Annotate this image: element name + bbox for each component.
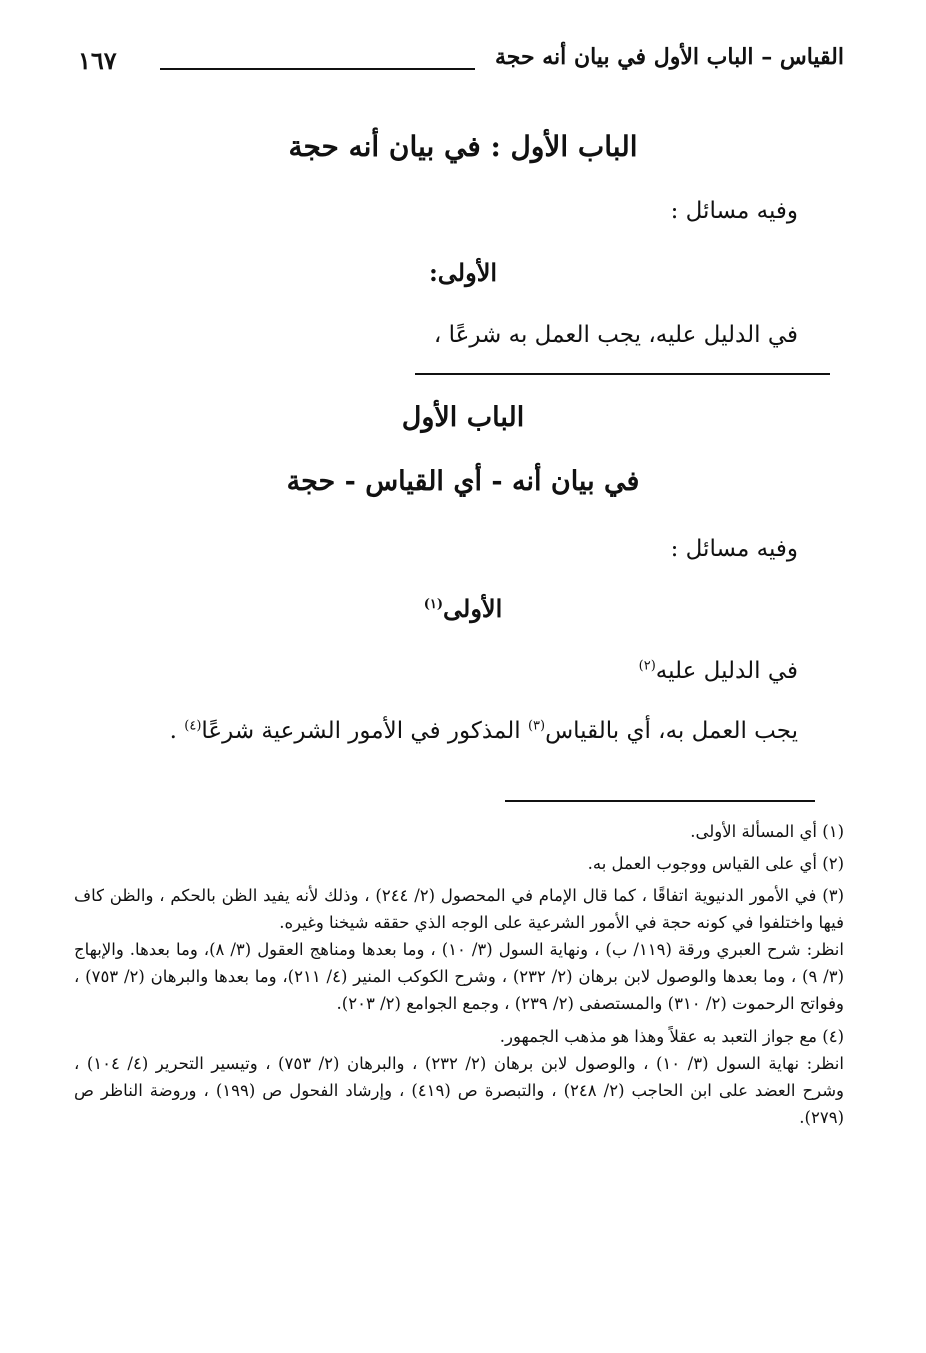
sharh-chapter-heading: في بيان أنه - أي القياس - حجة [286,466,640,497]
footnote-4-references: انظر: نهاية السول (٣/ ١٠) ، والوصول لابن برهان (٢/ ٢٣٢) ، والبرهان (٢/ ٧٥٣) ، وتيسير التحرير (٤/ ١٠٤) ، وشرح العضد على ابن الحاجب (٢/ ٢٤٨) ، والتبصرة ص (٤١٩) ، وإرشاد الفحول ص (١٩٩) ، وروضة الناظر ص (٢٧٩). [74,1054,844,1127]
footnote-ref-1: (١) [423,597,444,612]
footnote-4: (٤) مع جواز التعبد به عقلاً وهذا هو مذهب الجمهور. [499,1027,844,1046]
matn-statement: في الدليل عليه، يجب العمل به شرعًا ، [433,322,798,348]
sharh-line-1 [639,658,798,684]
matn-issue-heading: الأولى: [428,258,498,287]
sharh-chapter-label: الباب الأول [401,402,525,433]
matn-separator-rule [415,373,830,375]
footnote-ref-2: (٢) [638,658,656,674]
footnotes [74,818,844,1131]
sharh-intro: وفيه مسائل : [670,536,798,562]
matn-chapter-heading: الباب الأول : في بيان أنه حجة [288,130,638,163]
matn-intro: وفيه مسائل : [670,198,798,224]
footnote-ref-4: (٤) [184,718,202,734]
running-header-title: القياس – الباب الأول في بيان أنه حجة [495,44,844,70]
footnote-3-references: انظر: شرح العبري ورقة (١١٩/ ب) ، ونهاية السول (٣/ ١٠) ، وما بعدها ومناهج العقول (٣/ ٨)، وما بعدها. والإبهاج (٣/ ٩) ، وما بعدها والوصول لابن برهان (٢/ ٢٣٢) ، وشرح الكوكب المنير (٤/ ٢١١)، وما بعدها والبرهان (٢/ ٧٥٣) ، وفواتح الرحموت (٢/ ٣١٠) والمستصفى (٢/ ٢٣٩) ، وجمع الجوامع (٢/ ٢٠٣). [74,940,845,1013]
footnote-2: (٢) أي على القياس ووجوب العمل به. [587,854,844,873]
sharh-issue-title: الأولى [443,594,503,623]
sharh-line-2 [170,718,798,744]
footnote-ref-3: (٣) [527,718,546,734]
header-rule [160,68,475,70]
footnote-3: (٣) في الأمور الدنيوية اتفاقًا ، كما قال الإمام في المحصول (٢/ ٢٤٤) ، وذلك لأنه يفيد الظن بالحكم ، والظن كاف فيها واختلفوا في كونه حجة في الأمور الشرعية على الوجه الذي حققه شيخنا وغيره. [74,886,844,932]
sharh-line-1-text: في الدليل عليه [655,658,798,684]
footnote-separator-rule [505,800,815,802]
page-number: ١٦٧ [78,46,117,75]
sharh-line-2-text-a: يجب العمل به، أي بالقياس [545,718,798,744]
sharh-line-2-text-b: المذكور في الأمور الشرعية شرعًا [201,718,528,744]
sharh-issue-heading [0,594,926,623]
footnote-1: (١) أي المسألة الأولى. [690,822,844,841]
sharh-line-2-end: . [169,718,185,744]
